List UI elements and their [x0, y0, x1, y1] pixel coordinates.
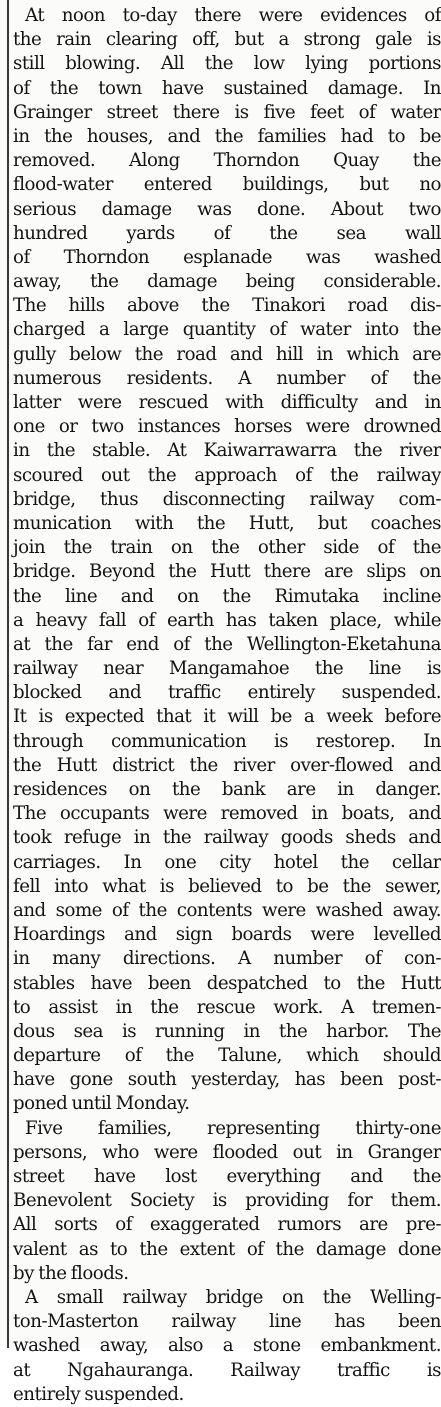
text-line: munication with the Hutt, but coaches [13, 512, 441, 534]
text-line: The hills above the Tinakori road dis- [13, 295, 441, 317]
text-line: stables have been despatched to the Hutt [13, 972, 441, 994]
text-line: Five families, representing thirty-one [25, 1117, 441, 1139]
text-line: the line and on the Rimutaka incline [13, 585, 441, 607]
text-line: serious damage was done. About two [13, 198, 441, 220]
text-line: ton-Masterton railway line has been [13, 1311, 441, 1333]
article-paragraph [13, 1286, 441, 1407]
text-line: washed away, also a stone embankment. [13, 1335, 441, 1357]
text-line: bridge. Beyond the Hutt there are slips on [13, 561, 441, 583]
text-line: hundred yards of the sea wall [13, 222, 441, 244]
text-line: charged a large quantity of water into the [13, 319, 441, 341]
text-line: departure of the Talune, which should [13, 1045, 441, 1067]
article-paragraph [13, 4, 441, 1117]
article-column [13, 4, 441, 1407]
text-line: valent as to the extent of the damage done [13, 1238, 441, 1260]
text-line: of Thorndon esplanade was washed [13, 246, 441, 268]
text-line: of the town have sustained damage. In [13, 77, 441, 99]
text-line: gully below the road and hill in which are [13, 343, 441, 365]
text-line: the rain clearing off, but a strong gale is [13, 29, 441, 51]
text-line: latter were rescued with difficulty and in [13, 392, 441, 413]
text-line: join the train on the other side of the [13, 537, 441, 559]
text-line: street have lost everything and the [13, 1166, 441, 1187]
text-line: flood-water entered buildings, but no [13, 174, 441, 196]
text-line: It is expected that it will be a week before [13, 706, 441, 728]
text-line: in many directions. A number of con- [13, 948, 441, 970]
text-line: railway near Mangamahoe the line is [13, 658, 441, 680]
text-line: persons, who were flooded out in Granger [13, 1141, 441, 1163]
text-line: Benevolent Society is providing for them. [13, 1190, 441, 1212]
text-line: entirely suspended. [13, 1383, 184, 1405]
text-line: All sorts of exaggerated rumors are pre- [13, 1214, 441, 1236]
text-line: removed. Along Thorndon Quay the [13, 150, 441, 172]
text-line: blocked and traffic entirely suspended. [13, 682, 441, 704]
text-line: carriages. In one city hotel the cellar [13, 851, 441, 873]
column-rule [7, 0, 9, 1348]
text-line: in the stable. At Kaiwarrawarra the river [13, 440, 441, 462]
text-line: the Hutt district the river over-flowed and [13, 754, 441, 776]
text-line: fell into what is believed to be the sewer, [13, 875, 441, 897]
text-line: still blowing. All the low lying portions [13, 53, 441, 75]
text-line: At noon to-day there were evidences of [25, 5, 441, 26]
text-line: residences on the bank are in danger. [13, 779, 441, 800]
text-line: away, the damage being considerable. [13, 271, 441, 293]
text-line: by the floods. [13, 1262, 129, 1284]
text-line: one or two instances horses were drowned [13, 416, 441, 438]
text-line: took refuge in the railway goods sheds and [13, 827, 441, 849]
text-line: Grainger street there is five feet of water [13, 101, 441, 123]
text-line: The occupants were removed in boats, and [13, 803, 441, 825]
text-line: poned until Monday. [13, 1093, 190, 1115]
text-line: bridge, thus disconnecting railway com- [13, 488, 441, 510]
text-line: scoured out the approach of the railway [13, 464, 441, 486]
text-line: through communication is restorep. In [13, 730, 441, 752]
article-paragraph [13, 1117, 441, 1286]
text-line: dous sea is running in the harbor. The [13, 1020, 441, 1042]
text-line: at Ngahauranga. Railway traffic is [13, 1359, 441, 1381]
text-line: and some of the contents were washed away. [13, 899, 441, 921]
text-line: to assist in the rescue work. A tremen- [13, 996, 441, 1018]
text-line: Hoardings and sign boards were levelled [13, 924, 441, 946]
text-line: A small railway bridge on the Welling- [25, 1286, 441, 1308]
text-line: have gone south yesterday, has been post- [13, 1069, 441, 1091]
text-line: at the far end of the Wellington-Eketahuna [13, 633, 441, 655]
text-line: a heavy fall of earth has taken place, while [13, 609, 441, 631]
text-line: numerous residents. A number of the [13, 367, 441, 389]
text-line: in the houses, and the families had to be [13, 125, 441, 147]
